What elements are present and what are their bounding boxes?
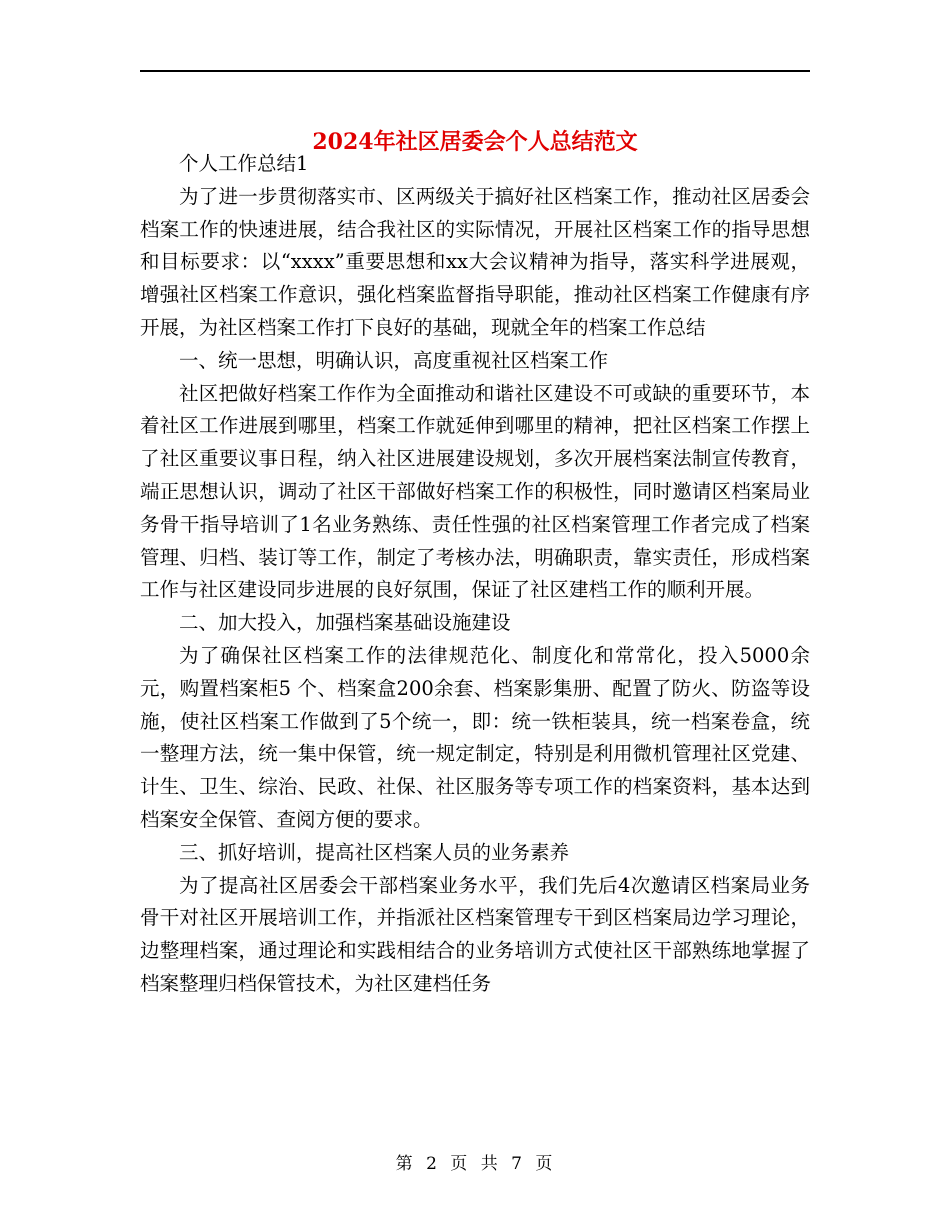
header-rule (140, 70, 810, 72)
section-heading-3: 三、抓好培训，提高社区档案人员的业务素养 (179, 840, 570, 864)
intro-paragraph: 为了进一步贯彻落实市、区两级关于搞好社区档案工作，推动社区居委会档案工作的快速进展，结合我社区的实际情况，开展社区档案工作的指导思想和目标要求：以“xxxx”重要思想和xx大会议精神为指导，落实科学进展观，增强社区档案工作意识，强化档案监督指导职能，推动社区档案工作健康有序开展，为社区档案工作打下良好的基础，现就全年的档案工作总结 (140, 184, 810, 339)
section-1-paragraph: 社区把做好档案工作作为全面推动和谐社区建设不可或缺的重要环节，本着社区工作进展到哪里，档案工作就延伸到哪里的精神，把社区档案工作摆上了社区重要议事日程，纳入社区进展建设规划，多次开展档案法制宣传教育，端正思想认识，调动了社区干部做好档案工作的积极性，同时邀请区档案局业务骨干指导培训了1名业务熟练、责任性强的社区档案管理工作者完成了档案管理、归档、装订等工作，制定了考核办法，明确职责，靠实责任，形成档案工作与社区建设同步进展的良好氛围，保证了社区建档工作的顺利开展。 (140, 381, 810, 602)
section-heading-personal-summary: 个人工作总结1 (179, 152, 309, 175)
section-3-paragraph: 为了提高社区居委会干部档案业务水平，我们先后4次邀请区档案局业务骨干对社区开展培训工作，并指派社区档案管理专干到区档案局边学习理论，边整理档案，通过理论和实践相结合的业务培训方式使社区干部熟练地掌握了档案整理归档保管技术，为社区建档任务 (140, 873, 810, 995)
section-heading-2: 二、加大投入，加强档案基础设施建设 (179, 611, 511, 635)
page-footer: 第 2 页 共 7 页 (395, 1154, 555, 1174)
section-2-paragraph: 为了确保社区档案工作的法律规范化、制度化和常常化，投入5000余元，购置档案柜5 个、档案盒200余套、档案影集册、配置了防火、防盗等设施，使社区档案工作做到了5个统一，即：统一铁柜装具，统一档案卷盒，统一整理方法，统一集中保管，统一规定制定，特别是利用微机管理社区党建、计生、卫生、综治、民政、社保、社区服务等专项工作的档案资料，基本达到档案安全保管、查阅方便的要求。 (140, 643, 810, 831)
section-heading-1: 一、统一思想，明确认识，高度重视社区档案工作 (179, 348, 609, 372)
document-body (140, 148, 810, 1001)
document-title: 2024年社区居委会个人总结范文 (312, 128, 638, 155)
